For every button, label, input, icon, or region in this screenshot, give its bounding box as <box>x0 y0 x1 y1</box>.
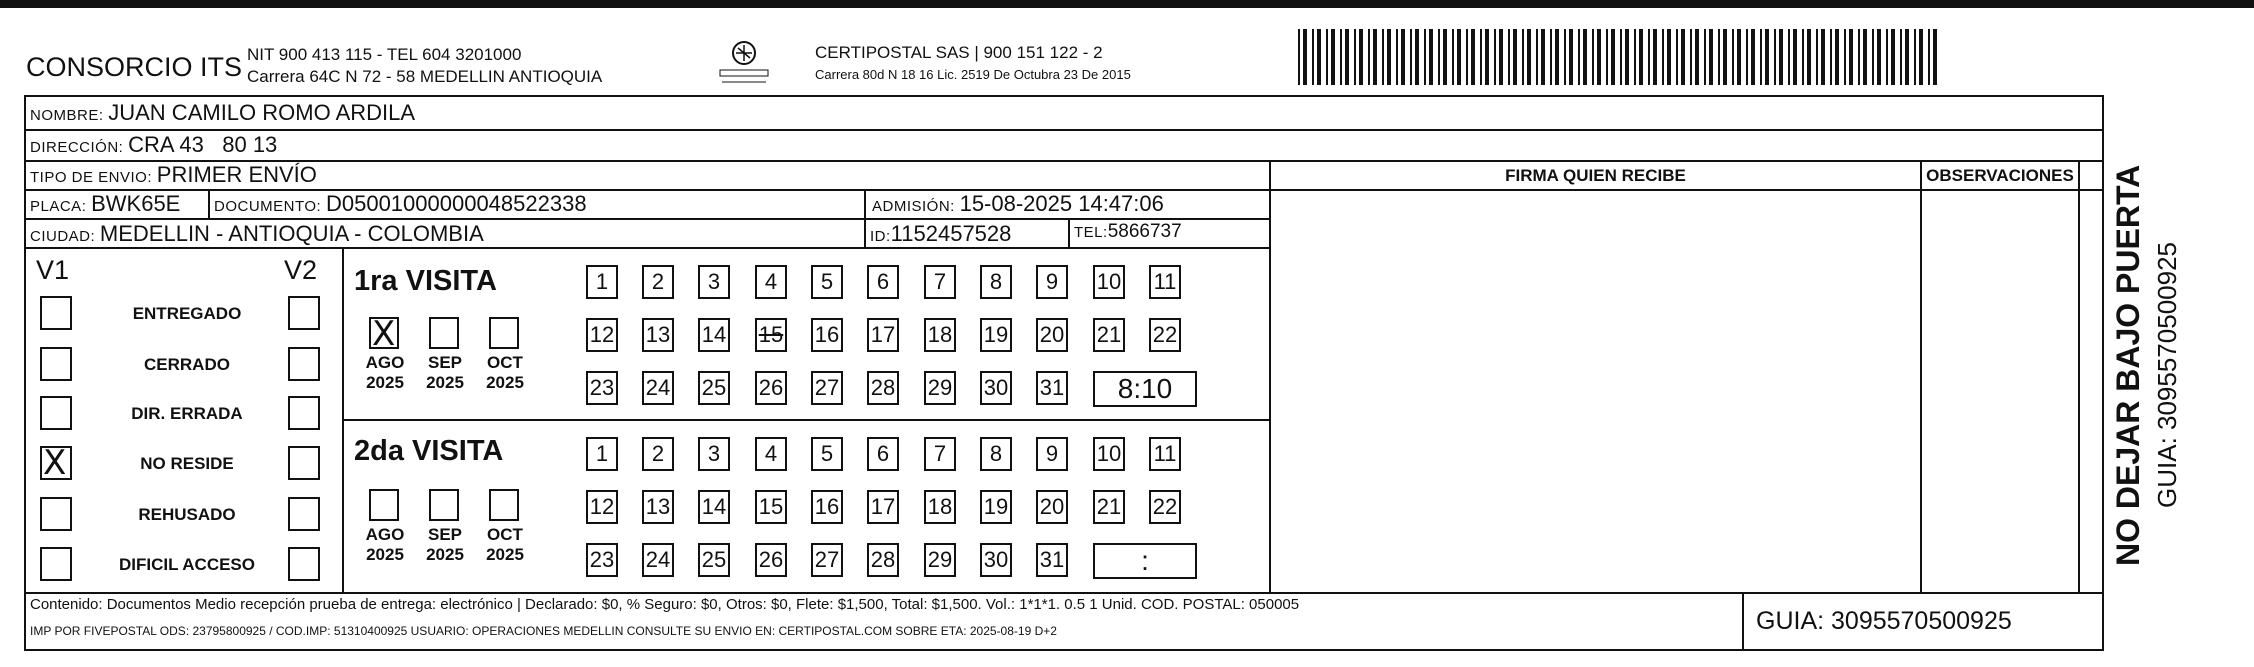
barcode-bar <box>1718 29 1720 85</box>
visit2-day-box[interactable]: 10 <box>1093 437 1125 471</box>
visit1-day-box[interactable]: 10 <box>1093 265 1125 299</box>
visit2-month-label <box>418 525 472 565</box>
barcode-bar <box>1737 29 1741 85</box>
barcode-bar <box>1541 29 1545 85</box>
divider <box>342 247 344 592</box>
visit2-day-box[interactable]: 26 <box>755 543 787 577</box>
barcode-bar <box>1611 29 1615 85</box>
direccion-value: CRA 43 80 13 <box>128 132 278 157</box>
v2-checkbox[interactable] <box>288 396 320 430</box>
carrier-address: Carrera 80d N 18 16 Lic. 2519 De Octubra 23 De 2015 <box>815 67 1131 82</box>
visit1-day-box[interactable]: 20 <box>1036 318 1068 352</box>
barcode-bar <box>1830 29 1832 85</box>
visit1-day-box[interactable]: 5 <box>811 265 843 299</box>
visit1-day-box[interactable]: 25 <box>698 371 730 405</box>
v2-checkbox[interactable] <box>288 347 320 381</box>
month-year: 2025 <box>486 373 524 392</box>
visit2-day-box[interactable]: 21 <box>1093 490 1125 524</box>
top-border <box>0 0 2254 8</box>
visit2-day-box[interactable]: 7 <box>924 437 956 471</box>
nombre-row <box>30 100 415 126</box>
divider <box>1920 160 1922 592</box>
tipo-row <box>30 162 317 188</box>
v1-checkbox[interactable] <box>40 296 72 330</box>
barcode-bar <box>1709 29 1713 85</box>
visit2-title: 2da VISITA <box>354 435 504 467</box>
barcode-bar <box>1900 29 1902 85</box>
month-name: AGO <box>365 525 405 544</box>
company-info <box>247 44 602 88</box>
visit2-day-box[interactable]: 15 <box>755 490 787 524</box>
barcode-bar <box>1298 29 1300 85</box>
visit1-day-box[interactable]: 17 <box>867 318 899 352</box>
documento-row <box>214 191 587 217</box>
divider <box>342 419 1269 421</box>
v1-checkbox[interactable] <box>40 547 72 581</box>
barcode-bar <box>1415 29 1419 85</box>
divider <box>26 129 2102 131</box>
visit1-month-label <box>418 353 472 393</box>
visit1-day-box[interactable]: 28 <box>867 371 899 405</box>
v2-checkbox[interactable] <box>288 547 320 581</box>
barcode-bar <box>1555 29 1559 85</box>
divider <box>26 218 1269 220</box>
barcode-bar <box>1494 29 1496 85</box>
visit1-day-box[interactable]: 13 <box>642 318 674 352</box>
barcode-bar <box>1466 29 1468 85</box>
barcode-bar <box>1774 29 1776 85</box>
barcode-bar <box>1648 29 1650 85</box>
barcode-bar <box>1508 29 1510 85</box>
visit1-day-box[interactable]: 24 <box>642 371 674 405</box>
impresion-text: IMP POR FIVEPOSTAL ODS: 23795800925 / COD.IMP: 51310400925 USUARIO: OPERACIONES MEDELLIN CONSULTE SU ENVIO EN: CERTIPOSTAL.COM SOBRE ETA: 2025-08-19 D+2 <box>30 624 1057 638</box>
barcode-bar <box>1807 29 1811 85</box>
divider <box>208 189 210 218</box>
barcode-bar <box>1760 29 1762 85</box>
company-name: CONSORCIO ITS <box>26 52 243 82</box>
visit2-day-box[interactable]: 17 <box>867 490 899 524</box>
visit2-day-box[interactable]: 5 <box>811 437 843 471</box>
visit2-day-box[interactable]: 23 <box>586 543 618 577</box>
divider <box>1269 160 1271 592</box>
barcode-bar <box>1816 29 1818 85</box>
barcode-bar <box>1802 29 1804 85</box>
visit2-month-label <box>358 525 412 565</box>
visit1-month-label <box>478 353 532 393</box>
barcode-bar <box>1429 29 1433 85</box>
visit1-day-box[interactable]: 7 <box>924 265 956 299</box>
month-name: OCT <box>487 353 523 372</box>
visit1-day-box[interactable]: 30 <box>980 371 1012 405</box>
barcode-bar <box>1317 29 1321 85</box>
tipo-value: PRIMER ENVÍO <box>156 162 317 187</box>
barcode-bar <box>1905 29 1909 85</box>
barcode-bar <box>1354 29 1356 85</box>
barcode-bar <box>1550 29 1552 85</box>
visit1-day-box[interactable]: 1 <box>586 265 618 299</box>
barcode-bar <box>1849 29 1853 85</box>
contenido-text: Contenido: Documentos Medio recepción prueba de entrega: electrónico | Declarado: $0, % Seguro: $0, Otros: $0, Flete: $1,500, Total: $1,500. Vol.: 1*1*1. 0.5 1 Unid. COD. POSTAL: 050005 <box>30 596 1300 613</box>
barcode-bar <box>1765 29 1769 85</box>
month-year: 2025 <box>366 373 404 392</box>
barcode-bar <box>1359 29 1363 85</box>
firma-header: FIRMA QUIEN RECIBE <box>1505 166 1686 185</box>
barcode-bar <box>1396 29 1398 85</box>
visit1-day-box[interactable]: 4 <box>755 265 787 299</box>
barcode-bar <box>1919 29 1923 85</box>
visit2-time-box[interactable]: : <box>1093 543 1197 579</box>
barcode-bar <box>1723 29 1727 85</box>
visit1-day-box[interactable]: 9 <box>1036 265 1068 299</box>
barcode-bar <box>1345 29 1349 85</box>
visit1-day-box[interactable]: 11 <box>1149 265 1181 299</box>
month-name: AGO <box>365 353 405 372</box>
visit2-day-box[interactable]: 14 <box>698 490 730 524</box>
visit1-day-box[interactable]: 14 <box>698 318 730 352</box>
status-label: DIFICIL ACCESO <box>118 555 255 574</box>
barcode-bar <box>1793 29 1797 85</box>
barcode-bar <box>1424 29 1426 85</box>
visit2-day-box[interactable]: 29 <box>924 543 956 577</box>
visit1-day-box[interactable]: 2 <box>642 265 674 299</box>
barcode-bar <box>1480 29 1482 85</box>
visit2-day-box[interactable]: 13 <box>642 490 674 524</box>
barcode-bar <box>1653 29 1657 85</box>
guia-number: GUIA: 3095570500925 <box>1756 607 2012 635</box>
barcode-bar <box>1382 29 1384 85</box>
barcode-bar <box>1312 29 1314 85</box>
barcode-bar <box>1821 29 1825 85</box>
visit2-day-box[interactable]: 16 <box>811 490 843 524</box>
side-warning: NO DEJAR BAJO PUERTA <box>2110 164 2146 566</box>
v1-checkbox[interactable] <box>40 443 72 483</box>
visit2-month-label <box>478 525 532 565</box>
visit1-day-box[interactable]: 16 <box>811 318 843 352</box>
visit1-day-box[interactable]: 3 <box>698 265 730 299</box>
visit1-month-checkbox[interactable] <box>369 314 399 354</box>
barcode-bar <box>1443 29 1447 85</box>
barcode-bar <box>1872 29 1874 85</box>
barcode-bar <box>1704 29 1706 85</box>
barcode-bar <box>1746 29 1748 85</box>
barcode-bar <box>1410 29 1412 85</box>
barcode-bar <box>1835 29 1839 85</box>
carrier-line: CERTIPOSTAL SAS | 900 151 122 - 2 <box>815 43 1103 62</box>
v2-checkbox[interactable] <box>288 296 320 330</box>
documento-label: DOCUMENTO: <box>214 198 322 215</box>
nombre-value: JUAN CAMILO ROMO ARDILA <box>108 100 416 125</box>
barcode-bar <box>1634 29 1636 85</box>
barcode-bar <box>1564 29 1566 85</box>
barcode-bar <box>1513 29 1517 85</box>
visit2-day-box[interactable]: 24 <box>642 543 674 577</box>
barcode-bar <box>1681 29 1685 85</box>
barcode-bar <box>1662 29 1664 85</box>
barcode-bar <box>1485 29 1489 85</box>
visit1-day-box[interactable]: 12 <box>586 318 618 352</box>
visit2-month-checkbox[interactable] <box>429 489 459 521</box>
tel-row <box>1074 221 1182 243</box>
nit-line: NIT 900 413 115 - TEL 604 3201000 <box>247 45 522 64</box>
direccion-label: DIRECCIÓN: <box>30 139 124 156</box>
barcode-bar <box>1536 29 1538 85</box>
visit1-day-box[interactable]: 23 <box>586 371 618 405</box>
placa-label: PLACA: <box>30 198 87 215</box>
tipo-label: TIPO DE ENVIO: <box>30 169 153 186</box>
month-name: SEP <box>427 353 463 372</box>
divider <box>26 247 1269 249</box>
visit2-day-box[interactable]: 3 <box>698 437 730 471</box>
tel-label: TEL: <box>1074 224 1108 241</box>
observaciones-header: OBSERVACIONES <box>1926 166 2074 185</box>
visit2-day-box[interactable]: 20 <box>1036 490 1068 524</box>
placa-row <box>30 191 180 217</box>
barcode-bar <box>1863 29 1867 85</box>
visit1-day-box[interactable]: 18 <box>924 318 956 352</box>
visit1-day-box[interactable]: 27 <box>811 371 843 405</box>
visit1-title: 1ra VISITA <box>354 265 497 297</box>
barcode-bar <box>1933 29 1937 85</box>
v1-check-mark: X <box>43 443 67 483</box>
nombre-label: NOMBRE: <box>30 107 104 124</box>
admision-row <box>872 191 1164 217</box>
month-name: SEP <box>427 525 463 544</box>
divider <box>2078 160 2080 592</box>
visit2-day-box[interactable]: 6 <box>867 437 899 471</box>
v1-checkbox[interactable] <box>40 396 72 430</box>
barcode-bar <box>1625 29 1629 85</box>
barcode-bar <box>1844 29 1846 85</box>
barcode-bar <box>1368 29 1370 85</box>
visit2-day-box[interactable]: 31 <box>1036 543 1068 577</box>
barcode-bar <box>1886 29 1888 85</box>
v1-checkbox[interactable] <box>40 347 72 381</box>
visit1-day-box[interactable]: 19 <box>980 318 1012 352</box>
barcode-bar <box>1569 29 1573 85</box>
barcode-bar <box>1340 29 1342 85</box>
status-label: CERRADO <box>144 355 230 374</box>
barcode-bar <box>1597 29 1601 85</box>
visit2-day-box[interactable]: 2 <box>642 437 674 471</box>
ciudad-row <box>30 221 484 247</box>
barcode-bar <box>1690 29 1692 85</box>
visit1-time-box[interactable]: 8:10 <box>1093 371 1197 407</box>
visit1-month-checkbox[interactable] <box>429 317 459 349</box>
barcode-bar <box>1303 29 1307 85</box>
id-value: 1152457528 <box>890 221 1012 246</box>
visit2-day-box[interactable]: 9 <box>1036 437 1068 471</box>
divider <box>1068 218 1070 247</box>
barcode-bar <box>1695 29 1699 85</box>
documento-value: D05001000000048522338 <box>325 191 587 216</box>
placa-value: BWK65E <box>91 191 181 216</box>
direccion-row <box>30 132 277 158</box>
barcode-bar <box>1620 29 1622 85</box>
divider <box>1269 189 2078 191</box>
barcode-bar <box>1858 29 1860 85</box>
v1-checkbox[interactable] <box>40 497 72 531</box>
admision-value: 15-08-2025 14:47:06 <box>959 191 1164 216</box>
visit1-month-mark: X <box>372 314 396 354</box>
visit1-day-box[interactable]: 8 <box>980 265 1012 299</box>
visit2-month-checkbox[interactable] <box>369 489 399 521</box>
barcode-bar <box>1732 29 1734 85</box>
barcode-bar <box>1667 29 1671 85</box>
barcode-bar <box>1891 29 1895 85</box>
tel-value: 5866737 <box>1107 221 1182 242</box>
visit1-day-box[interactable]: 15 <box>755 318 787 352</box>
status-label: REHUSADO <box>138 505 236 524</box>
barcode-bar <box>1914 29 1916 85</box>
barcode-bar <box>1779 29 1783 85</box>
divider <box>26 160 2102 162</box>
ciudad-label: CIUDAD: <box>30 228 96 245</box>
barcode-bar <box>1676 29 1678 85</box>
barcode <box>1298 29 1938 85</box>
visit2-day-box[interactable]: 12 <box>586 490 618 524</box>
barcode-bar <box>1751 29 1755 85</box>
visit1-day-box[interactable]: 6 <box>867 265 899 299</box>
ciudad-value: MEDELLIN - ANTIOQUIA - COLOMBIA <box>99 221 484 246</box>
barcode-bar <box>1373 29 1377 85</box>
address-line: Carrera 64C N 72 - 58 MEDELLIN ANTIOQUIA <box>247 67 603 86</box>
month-year: 2025 <box>426 373 464 392</box>
visit2-month-checkbox[interactable] <box>489 489 519 521</box>
visit2-day-box[interactable]: 28 <box>867 543 899 577</box>
v1-header: V1 <box>36 255 70 285</box>
barcode-bar <box>1877 29 1881 85</box>
visit2-day-box[interactable]: 4 <box>755 437 787 471</box>
visit2-day-box[interactable]: 8 <box>980 437 1012 471</box>
barcode-bar <box>1639 29 1643 85</box>
barcode-bar <box>1387 29 1391 85</box>
barcode-bar <box>1457 29 1461 85</box>
divider <box>1742 592 1744 651</box>
carrier-info <box>815 42 1131 86</box>
visit2-day-box[interactable]: 18 <box>924 490 956 524</box>
side-guia: GUIA: 3095570500925 <box>2152 242 2182 508</box>
barcode-bar <box>1331 29 1335 85</box>
barcode-bar <box>1499 29 1503 85</box>
admision-label: ADMISIÓN: <box>872 198 955 215</box>
certipostal-logo <box>712 36 776 90</box>
visit1-day-box[interactable]: 31 <box>1036 371 1068 405</box>
v2-checkbox[interactable] <box>288 446 320 480</box>
status-label: ENTREGADO <box>132 304 242 323</box>
barcode-bar <box>1583 29 1587 85</box>
barcode-bar <box>1928 29 1930 85</box>
barcode-bar <box>1788 29 1790 85</box>
visit2-day-box[interactable]: 25 <box>698 543 730 577</box>
visit2-day-box[interactable]: 22 <box>1149 490 1181 524</box>
barcode-bar <box>1471 29 1475 85</box>
barcode-bar <box>1578 29 1580 85</box>
barcode-bar <box>1326 29 1328 85</box>
visit2-day-box[interactable]: 11 <box>1149 437 1181 471</box>
v2-checkbox[interactable] <box>288 497 320 531</box>
visit2-day-box[interactable]: 30 <box>980 543 1012 577</box>
barcode-bar <box>1606 29 1608 85</box>
visit1-month-checkbox[interactable] <box>489 317 519 349</box>
month-year: 2025 <box>366 545 404 564</box>
month-year: 2025 <box>426 545 464 564</box>
status-label: NO RESIDE <box>140 454 234 473</box>
barcode-bar <box>1592 29 1594 85</box>
month-year: 2025 <box>486 545 524 564</box>
month-name: OCT <box>487 525 523 544</box>
divider <box>26 592 2102 594</box>
id-row <box>870 221 1011 247</box>
visit1-month-label <box>358 353 412 393</box>
visit2-day-box[interactable]: 27 <box>811 543 843 577</box>
barcode-bar <box>1438 29 1440 85</box>
visit1-day-box[interactable]: 29 <box>924 371 956 405</box>
status-label: DIR. ERRADA <box>131 404 243 423</box>
barcode-bar <box>1452 29 1454 85</box>
barcode-bar <box>1401 29 1405 85</box>
visit2-day-box[interactable]: 1 <box>586 437 618 471</box>
barcode-bar <box>1522 29 1524 85</box>
visit1-day-box[interactable]: 21 <box>1093 318 1125 352</box>
visit1-day-box[interactable]: 22 <box>1149 318 1181 352</box>
visit1-day-box[interactable]: 26 <box>755 371 787 405</box>
delivery-form <box>24 95 2104 651</box>
v2-header: V2 <box>284 255 318 285</box>
divider <box>864 189 866 247</box>
id-label: ID: <box>870 228 891 245</box>
visit2-day-box[interactable]: 19 <box>980 490 1012 524</box>
barcode-bar <box>1527 29 1531 85</box>
